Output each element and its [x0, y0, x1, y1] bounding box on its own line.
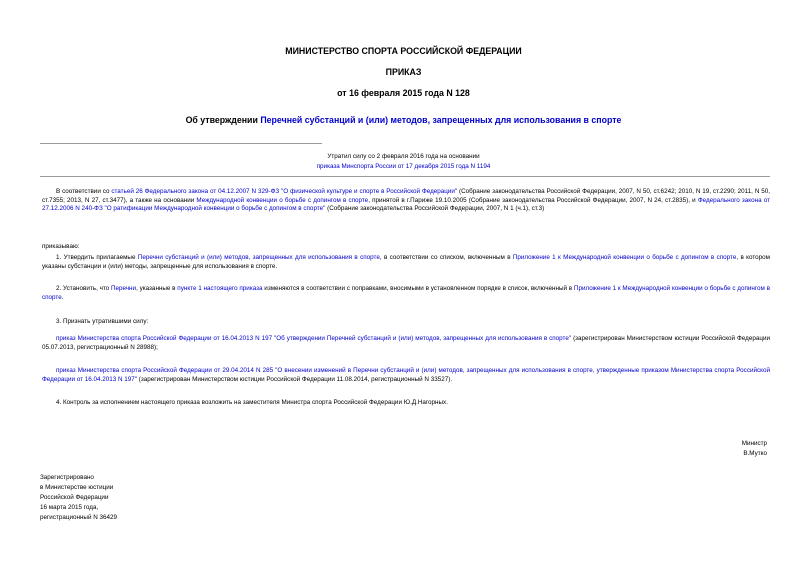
- document-title: [0, 115, 807, 126]
- item-1-paragraph: [42, 254, 770, 271]
- item-4-paragraph: 4. Контроль за исполнением настоящего приказа возложить на заместителя Министра спорта Российской Федерации Ю.Д.Нагорных.: [56, 399, 448, 406]
- status-note-link[interactable]: приказа Минспорта России от 17 декабря 2015 года N 1194: [316, 163, 491, 170]
- registration-line-3: Российской Федерации: [40, 494, 109, 501]
- item-2-text-1: 2. Установить, что: [56, 285, 111, 292]
- preamble-text-2: (Собрание законодательства Российской Федерации, 2007, N 50, ст.6242; 2010, N 19, ст.2290; 2011, N 50, ст.7355; 2013, N 27, ст.3477), а также на основании: [42, 188, 770, 204]
- registration-line-2: в Министерстве юстиции: [40, 484, 114, 491]
- item-2-paragraph: [42, 285, 770, 302]
- item-1-text-3: , в котором указаны субстанции и (или) методы, запрещенные для использования в спорте.: [42, 254, 770, 270]
- repeal-1-text: (зарегистрирован Министерством юстиции Российской Федерации 05.07.2013, регистрационный N 28988);: [42, 335, 770, 351]
- item-1-link-lists[interactable]: Перечни субстанций и (или) методов, запрещенных для использования в спорте: [137, 254, 380, 261]
- preamble-link-convention[interactable]: Международной конвенции о борьбе с допингом в спорте: [196, 196, 369, 204]
- preamble-link-law-329[interactable]: статьей 26 Федерального закона от 04.12.2007 N 329-ФЗ "О физической культуре и спорте в Российской Федерации": [111, 188, 458, 195]
- item-1-text-1: 1. Утвердить прилагаемые: [56, 254, 138, 261]
- registration-line-5: регистрационный N 36429: [40, 514, 118, 521]
- item-2-link-lists[interactable]: Перечни: [110, 285, 137, 292]
- item-2-link-clause[interactable]: пункте 1 настоящего приказа: [177, 285, 263, 292]
- preamble-link-law-240[interactable]: Федерального закона от 27.12.2006 N 240-ФЗ "О ратификации Международной конвенции о борьбе с допингом в спорте": [42, 196, 770, 213]
- ministry-heading: МИНИСТЕРСТВО СПОРТА РОССИЙСКОЙ ФЕДЕРАЦИИ: [285, 46, 522, 56]
- registration-line-1: Зарегистрировано: [40, 474, 94, 481]
- preamble-text-1: В соответствии со: [56, 188, 112, 195]
- title-prefix: Об утверждении: [185, 115, 261, 125]
- repeal-1-paragraph: [42, 335, 770, 352]
- title-link[interactable]: Перечней субстанций и (или) методов, запрещенных для использования в спорте: [260, 115, 622, 125]
- repeal-1-link[interactable]: приказ Министерства спорта Российской Федерации от 16.04.2013 N 197 "Об утверждении Перечней субстанций и (или) методов, запрещенных для использования в спорте": [56, 335, 572, 342]
- item-1-text-2: , в соответствии со списком, включенным в: [379, 254, 513, 261]
- order-word: приказываю:: [42, 243, 80, 250]
- short-rule: [40, 143, 322, 144]
- status-note-line1: Утратил силу со 2 февраля 2016 года на основании: [327, 153, 480, 160]
- item-2-text-4: .: [61, 293, 64, 301]
- item-1-link-annex[interactable]: Приложение 1 к Международной конвенции о борьбе с допингом в спорте: [512, 254, 737, 261]
- item-2-text-3: изменяются в соответствии с поправками, вносимыми в установленном порядке в список, включенный в: [262, 285, 574, 292]
- item-2-link-annex[interactable]: Приложение 1 к Международной конвенции о борьбе с допингом в спорте: [42, 285, 770, 301]
- preamble-paragraph: [42, 188, 770, 214]
- signature-position: Министр: [741, 440, 767, 447]
- repeal-2-link[interactable]: приказ Министерства спорта Российской Федерации от 29.04.2014 N 285 "О внесении изменений в Перечни субстанций и (или) методов, запрещенных для использования в спорте, утвержденные приказом Министерства спорта Российской Федерации от 16.04.2013 N 197": [42, 367, 770, 383]
- doc-type-heading: ПРИКАЗ: [385, 67, 422, 77]
- item-2-text-2: , указанные в: [136, 285, 178, 292]
- signature-name: В.Мутко: [743, 450, 767, 457]
- repeal-2-text: (зарегистрирован Министерством юстиции Российской Федерации 11.08.2014, регистрационный N 33527).: [137, 375, 453, 383]
- registration-line-4: 16 марта 2015 года,: [40, 504, 99, 511]
- date-number-heading: от 16 февраля 2015 года N 128: [337, 88, 470, 98]
- repeal-2-paragraph: [42, 367, 770, 384]
- preamble-text-3: , принятой в г.Париже 19.10.2005 (Собрание законодательства Российской Федерации, 2007, N 24, ст.2835), и: [368, 196, 698, 204]
- preamble-text-4: (Собрание законодательства Российской Федерации, 2007, N 1 (ч.1), ст.3): [325, 205, 545, 213]
- item-3-paragraph: 3. Признать утратившими силу:: [56, 318, 149, 325]
- full-rule: [40, 176, 770, 177]
